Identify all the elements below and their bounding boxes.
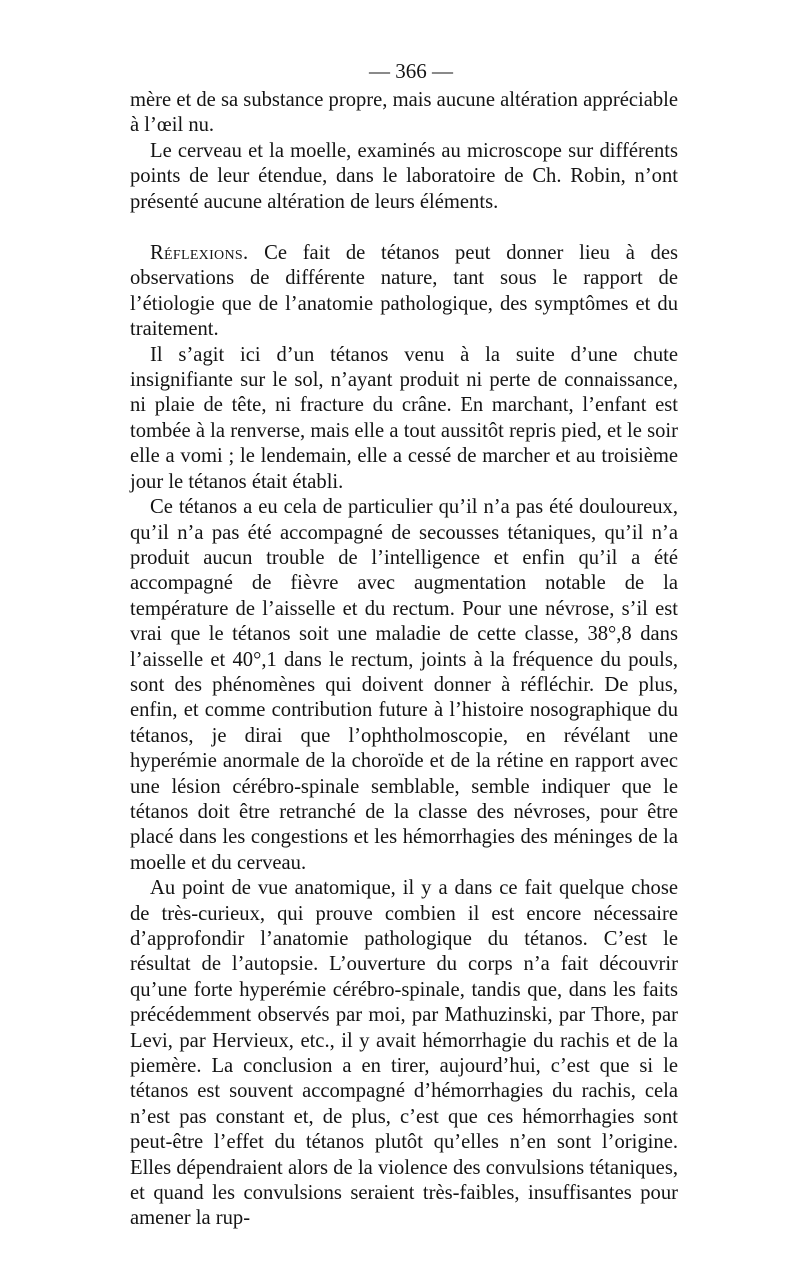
paragraph-case-description: Il s’agit ici d’un tétanos venu à la suite d’une chute insignifiante sur le sol, n’ayant produit ni perte de connaissance, ni plaie de tête, ni fracture du crâne. En marchant, l’enfant est tombée à la renverse, mais elle a tout aussitôt repris pied, et le soir elle a vomi ; le lendemain, elle a cessé de marcher et au troisième jour le tétanos était établi. xyxy=(130,343,678,493)
paragraph-reflexions-text: Ce fait de tétanos peut donner lieu à des observations de différente nature, tant sous le rapport de l’étiologie que de l’anatomie pathologique, des symptômes et du traitement. xyxy=(130,242,678,341)
paragraph-tetanus-features: Ce tétanos a eu cela de particulier qu’il n’a pas été douloureux, qu’il n’a pas été accompagné de secousses tétaniques, qu’il n’a produit aucun trouble de l’intelligence et enfin qu’il a été accompagné de fièvre avec augmentation notable de la température de l’aisselle et du rectum. Pour une névrose, s’il est vrai que le tétanos soit une maladie de cette classe, 38°,8 dans l’aisselle et 40°,1 dans le rectum, joints à la fréquence du pouls, sont des phénomènes qui doivent donner à réfléchir. De plus, enfin, et comme contribution future à l’histoire nosographique du tétanos, je dirai que l’ophtholmoscopie, en révélant une hyperémie anormale de la choroïde et de la rétine en rapport avec une lésion cérébro-spinale semblable, semble indiquer que le tétanos doit être retranché de la classe des névroses, pour être placé dans les congestions et les hémorrhagies des méninges de la moelle et du cerveau. xyxy=(130,496,678,874)
paragraph-microscope-exam: Le cerveau et la moelle, examinés au microscope sur différents points de leur étendue, dans le laboratoire de Ch. Robin, n’ont présenté aucune altération de leurs éléments. xyxy=(130,139,678,213)
page-number: — 366 — xyxy=(369,59,453,83)
section-gap xyxy=(130,215,678,241)
paragraph-continuation: mère et de sa substance propre, mais aucune altération appréciable à l’œil nu. xyxy=(130,89,678,137)
document-page xyxy=(130,56,678,1232)
section-heading-reflexions: Réflexions. xyxy=(150,242,249,265)
paragraph-anatomical-view: Au point de vue anatomique, il y a dans ce fait quelque chose de très-curieux, qui prouve combien il est encore nécessaire d’approfondir l’anatomie pathologique du tétanos. C’est le résultat de l’autopsie. L’ouverture du corps n’a fait découvrir qu’une forte hyperémie cérébro-spinale, tandis que, dans les faits précédemment observés par moi, par Mathuzinski, par Thore, par Levi, par Hervieux, etc., il y avait hémorrhagie du rachis et de la piemère. La conclusion a en tirer, aujourd’hui, c’est que si le tétanos est souvent accompagné d’hémorrhagies du rachis, cela n’est pas constant et, de plus, c’est que ces hémorrhagies sont peut-être l’effet du tétanos plutôt qu’elles n’en sont l’origine. Elles dépendraient alors de la violence des convulsions tétaniques, et quand les convulsions seraient très-faibles, insuffisantes pour amener la rup- xyxy=(130,877,678,1230)
paragraph-reflexions xyxy=(130,241,678,343)
